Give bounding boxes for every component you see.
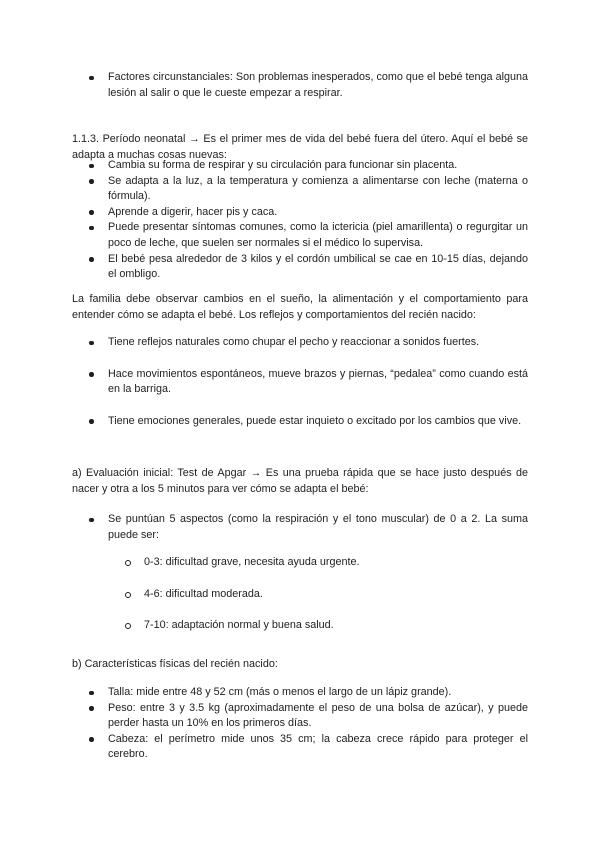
list-item: 4-6: dificultad moderada. (108, 587, 528, 603)
apgar-score-list (108, 555, 528, 634)
list-item: Se adapta a la luz, a la temperatura y comienza a alimentarse con leche (materna o fórmula). (72, 174, 528, 205)
fisicas-list (72, 685, 528, 763)
list-item: Cambia su forma de respirar y su circulación para funcionar sin placenta. (72, 158, 528, 174)
list-item: 7-10: adaptación normal y buena salud. (108, 618, 528, 634)
list-item: 0-3: dificultad grave, necesita ayuda urgente. (108, 555, 528, 571)
factores-list (72, 70, 528, 101)
neonatal-intro: 1.1.3. Período neonatal → Es el primer mes de vida del bebé fuera del útero. Aquí el bebé se adapta a muchas cosas nuevas: (72, 133, 528, 161)
list-item: Cabeza: el perímetro mide unos 35 cm; la cabeza crece rápido para proteger el cerebro. (72, 732, 528, 763)
list-item: Aprende a digerir, hacer pis y caca. (72, 205, 528, 221)
list-item: El bebé pesa alrededor de 3 kilos y el cordón umbilical se cae en 10-15 días, dejando el ombligo. (72, 252, 528, 283)
neonatal-list (72, 158, 528, 283)
list-item: Factores circunstanciales: Son problemas inesperados, como que el bebé tenga alguna lesión al salir o que le cueste empezar a respirar. (72, 70, 528, 101)
reflejos-list (72, 335, 528, 429)
list-item: Puede presentar síntomas comunes, como la ictericia (piel amarillenta) o regurgitar un poco de leche, que suelen ser normales si el médico lo supervisa. (72, 220, 528, 251)
list-item: Peso: entre 3 y 3.5 kg (aproximadamente el peso de una bolsa de azúcar), y puede perder hasta un 10% en los primeros días. (72, 701, 528, 732)
fisicas-heading: b) Características físicas del recién nacido: (72, 658, 278, 670)
list-item: Hace movimientos espontáneos, mueve brazos y piernas, “pedalea” como cuando está en la barriga. (72, 367, 528, 398)
apgar-list (72, 512, 528, 543)
list-item: Talla: mide entre 48 y 52 cm (más o menos el largo de un lápiz grande). (72, 685, 528, 701)
list-item: Se puntúan 5 aspectos (como la respiración y el tono muscular) de 0 a 2. La suma puede ser: (72, 512, 528, 543)
list-item: Tiene emociones generales, puede estar inquieto o excitado por los cambios que vive. (72, 414, 528, 430)
apgar-intro: a) Evaluación inicial: Test de Apgar → Es una prueba rápida que se hace justo después de nacer y otra a los 5 minutos para ver cómo se adapta el bebé: (72, 467, 528, 495)
familia-intro: La familia debe observar cambios en el sueño, la alimentación y el comportamiento para entender cómo se adapta el bebé. Los reflejos y comportamientos del recién nacido: (72, 293, 528, 321)
list-item: Tiene reflejos naturales como chupar el pecho y reaccionar a sonidos fuertes. (72, 335, 528, 351)
